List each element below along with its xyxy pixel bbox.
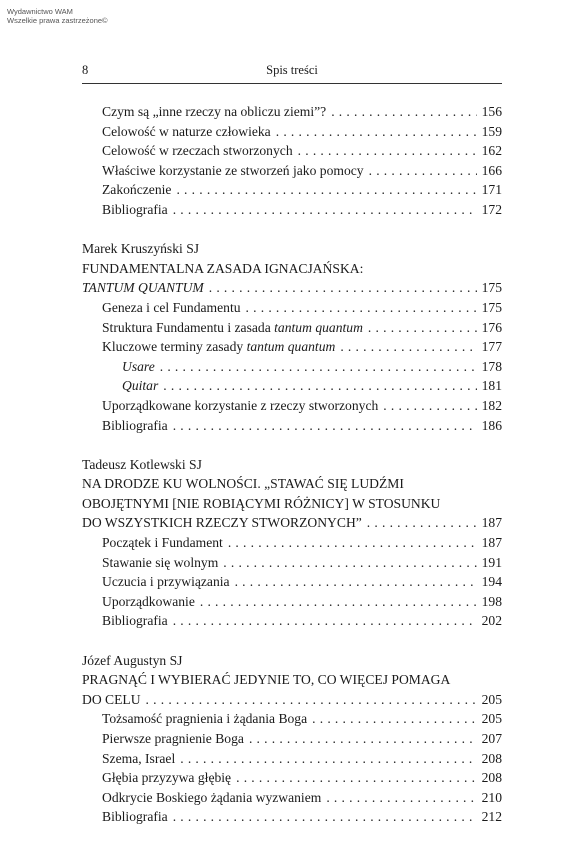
running-head — [82, 63, 502, 79]
toc-leader — [383, 396, 476, 416]
toc-leader — [249, 729, 477, 749]
section-title-line: OBOJĘTNYMI [NIE ROBIĄCYMI RÓŻNICY] W STOSUNKU — [82, 495, 441, 511]
toc-entry-page: 198 — [481, 593, 502, 609]
toc-entry-title: Czym są „inne rzeczy na obliczu ziemi”? — [102, 104, 327, 119]
toc-leader — [176, 180, 476, 200]
toc-leader — [367, 513, 477, 533]
toc-leader — [173, 611, 477, 631]
toc-section-continued — [82, 102, 502, 220]
toc-entry-title: Pierwsze pragnienie Boga — [102, 731, 244, 746]
toc-entry-title: Geneza i cel Fundamentu — [102, 299, 241, 315]
toc-entry-title: Odkrycie Boskiego żądania wyzwaniem — [102, 789, 322, 805]
toc-entry-page: 191 — [481, 554, 502, 570]
toc-entry-page: 187 — [481, 535, 502, 551]
section-title-text: TANTUM QUANTUM — [82, 280, 204, 296]
toc-entry-page: 194 — [481, 574, 502, 590]
section-title-text: DO CELU — [82, 691, 141, 707]
toc-leader — [146, 690, 477, 710]
section-title-line: FUNDAMENTALNA ZASADA IGNACJAŃSKA: — [82, 260, 364, 276]
toc-entry-page: 208 — [481, 770, 502, 786]
toc-leader — [163, 376, 476, 396]
toc-entry-page: 212 — [481, 809, 502, 825]
toc-entry-title: Bibliografia — [102, 809, 168, 825]
toc-entry — [82, 180, 502, 200]
toc-entry — [82, 396, 502, 416]
toc-leader — [298, 141, 477, 161]
toc-entry — [82, 749, 502, 769]
toc-entry-title-text: Struktura Fundamentu i zasada — [102, 319, 275, 335]
toc-subentry — [82, 376, 502, 396]
toc-entry — [82, 416, 502, 436]
toc-entry-page: 171 — [481, 182, 502, 198]
toc-entry-page: 205 — [481, 711, 502, 727]
toc-entry — [82, 298, 502, 318]
toc-entry-title: Głębia przyzywa głębię — [102, 770, 232, 786]
toc-entry-page: 178 — [481, 358, 502, 374]
toc-entry — [82, 533, 502, 553]
toc-entry-page: 208 — [481, 750, 502, 766]
toc-entry-page: 172 — [481, 201, 502, 217]
toc-entry-page: 207 — [481, 731, 502, 746]
toc-entry-page: 182 — [481, 397, 502, 413]
toc-entry-page: 202 — [481, 613, 502, 629]
toc-entry-title: Celowość w naturze człowieka — [102, 123, 271, 139]
section-author: Józef Augustyn SJ — [82, 652, 183, 668]
toc-entry — [82, 337, 502, 357]
toc-leader — [340, 337, 476, 357]
toc-leader — [276, 122, 477, 142]
section-title-text: DO WSZYSTKICH RZECZY STWORZONYCH” — [82, 515, 362, 531]
toc-leader — [326, 788, 476, 808]
toc-leader — [312, 709, 476, 729]
toc-entry-page: 159 — [481, 123, 502, 139]
toc-entry — [82, 122, 502, 142]
toc-entry-title: Zakończenie — [102, 182, 172, 198]
toc-entry-page: 181 — [481, 378, 502, 394]
toc-entry — [82, 318, 502, 338]
toc-entry — [82, 161, 502, 181]
toc-section — [82, 651, 502, 827]
toc-leader — [236, 768, 477, 788]
toc-section — [82, 239, 502, 435]
toc-entry-title: Uporządkowanie — [102, 593, 195, 609]
section-title-line: NA DRODZE KU WOLNOŚCI. „STAWAĆ SIĘ LUDŹMI — [82, 476, 404, 492]
toc-entry — [82, 572, 502, 592]
toc-entry-title: Stawanie się wolnym — [102, 554, 219, 570]
toc-leader — [180, 749, 476, 769]
table-of-contents — [82, 102, 502, 847]
toc-entry-title-italic: tantum quantum — [246, 339, 336, 355]
toc-leader — [228, 533, 477, 553]
toc-entry — [82, 807, 502, 827]
toc-entry-title: Właściwe korzystanie ze stworzeń jako pomocy — [102, 162, 364, 178]
toc-leader — [223, 553, 476, 573]
toc-entry-title: Uporządkowane korzystanie z rzeczy stworzonych — [102, 397, 379, 413]
toc-section — [82, 455, 502, 631]
header-rule — [82, 83, 502, 84]
toc-entry — [82, 709, 502, 729]
toc-leader — [368, 318, 477, 338]
toc-entry-page: 210 — [481, 789, 502, 805]
section-author: Marek Kruszyński SJ — [82, 241, 200, 257]
toc-entry-title: Celowość w rzeczach stworzonych — [102, 143, 293, 159]
toc-entry-page: 186 — [481, 417, 502, 433]
toc-entry-title-italic: tantum quantum — [274, 319, 363, 335]
toc-entry-title: Bibliografia — [102, 417, 168, 433]
toc-entry-page: 177 — [481, 339, 502, 355]
section-title-line — [82, 690, 502, 710]
toc-entry — [82, 200, 502, 220]
toc-subentry — [82, 357, 502, 377]
section-author: Tadeusz Kotlewski SJ — [82, 456, 202, 472]
toc-entry — [82, 592, 502, 612]
toc-entry-title — [102, 337, 335, 357]
section-title-line — [82, 513, 502, 533]
section-title-page: 187 — [481, 515, 502, 531]
toc-entry-page: 175 — [481, 299, 502, 315]
toc-leader — [173, 416, 477, 436]
toc-leader — [369, 161, 477, 181]
toc-entry-title: Usare — [122, 358, 155, 374]
toc-entry — [82, 553, 502, 573]
section-title-line: PRAGNĄĆ I WYBIERAĆ JEDYNIE TO, CO WIĘCEJ POMAGA — [82, 672, 451, 688]
toc-leader — [173, 200, 477, 220]
toc-leader — [246, 298, 477, 318]
toc-leader — [235, 572, 477, 592]
toc-entry — [82, 729, 502, 749]
toc-entry-title: Szema, Israel — [102, 750, 176, 766]
toc-entry — [82, 768, 502, 788]
toc-entry-page: 162 — [481, 143, 502, 159]
toc-entry-title-text: Kluczowe terminy zasady — [102, 339, 247, 355]
toc-leader — [200, 592, 477, 612]
toc-leader — [209, 278, 477, 298]
toc-entry-page: 166 — [481, 162, 502, 178]
toc-leader — [160, 357, 477, 377]
section-title-line — [82, 278, 502, 298]
copyright-notice: Wszelkie prawa zastrzeżone© — [7, 16, 108, 25]
toc-entry-title: Początek i Fundament — [102, 535, 223, 551]
section-title-page: 175 — [481, 280, 502, 296]
toc-entry-title: Bibliografia — [102, 201, 168, 217]
toc-entry-title: Quitar — [122, 378, 159, 394]
section-title-page: 205 — [481, 691, 502, 707]
page-title: Spis treści — [266, 63, 318, 77]
toc-entry-title: Tożsamość pragnienia i żądania Boga — [102, 711, 308, 727]
toc-entry-page: 176 — [481, 319, 502, 335]
publisher-notice — [7, 7, 108, 25]
toc-leader — [331, 102, 476, 122]
toc-entry — [82, 611, 502, 631]
page-number: 8 — [82, 63, 89, 77]
toc-entry-page: 156 — [481, 104, 502, 119]
toc-entry — [82, 788, 502, 808]
toc-entry-title: Bibliografia — [102, 613, 168, 629]
toc-entry-title — [102, 318, 363, 338]
publisher-name: Wydawnictwo WAM — [7, 7, 73, 16]
toc-entry-title: Uczucia i przywiązania — [102, 574, 230, 590]
toc-entry — [82, 102, 502, 122]
toc-leader — [173, 807, 477, 827]
toc-entry — [82, 141, 502, 161]
